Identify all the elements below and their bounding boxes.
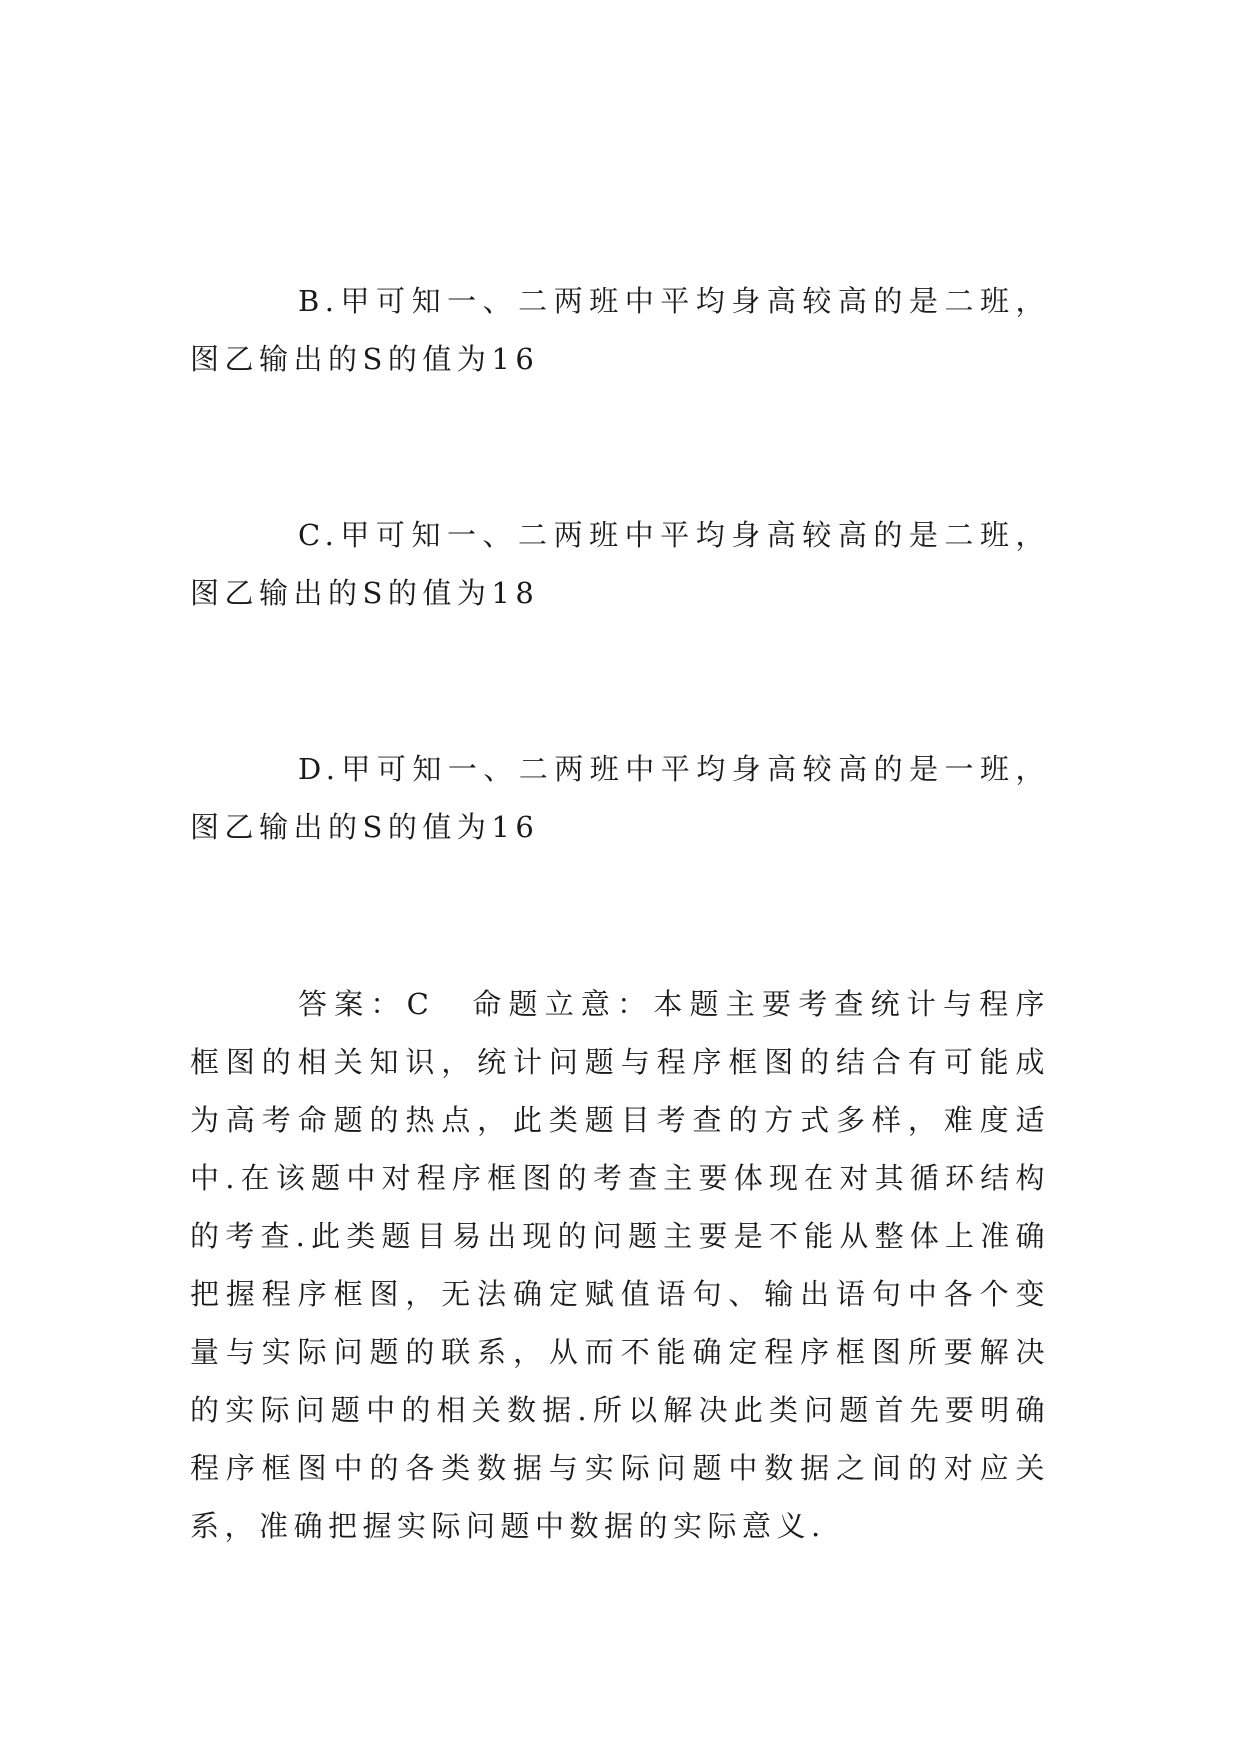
option-d: D.甲可知一、二两班中平均身高较高的是一班，图乙输出的S的值为16 bbox=[190, 752, 1050, 844]
option-c: C.甲可知一、二两班中平均身高较高的是二班，图乙输出的S的值为18 bbox=[190, 518, 1050, 610]
answer-explanation: 答案：C 命题立意：本题主要考查统计与程序框图的相关知识，统计问题与程序框图的结合有可能成为高考命题的热点，此类题目考查的方式多样，难度适中.在该题中对程序框图的考查主要体现在对其循环结构的考查.此类题目易出现的问题主要是不能从整体上准确把握程序框图，无法确定赋值语句、输出语句中各个变量与实际问题的联系，从而不能确定程序框图所要解决的实际问题中的相关数据.所以解决此类问题首先要明确程序框图中的各类数据与实际问题中数据之间的对应关系，准确把握实际问题中数据的实际意义. bbox=[190, 987, 1050, 1543]
option-b: B.甲可知一、二两班中平均身高较高的是二班，图乙输出的S的值为16 bbox=[190, 284, 1050, 376]
